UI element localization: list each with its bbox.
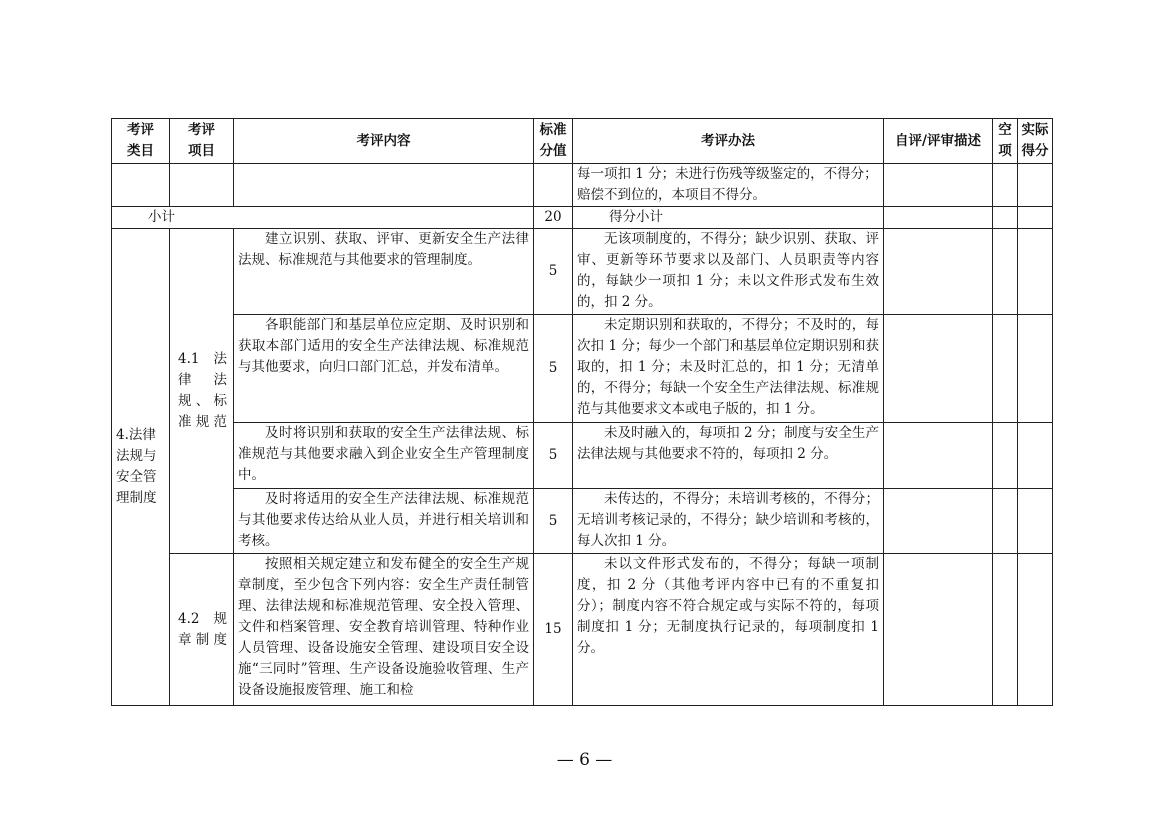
score-cell: 5	[534, 229, 573, 315]
header-item: 考评 项目	[170, 119, 234, 164]
table-row	[112, 489, 1053, 554]
score-cell: 5	[534, 423, 573, 489]
continuation-method: 每一项扣 1 分；未进行伤残等级鉴定的，不得分；赔偿不到位的，本项目不得分。	[573, 164, 884, 207]
header-content: 考评内容	[234, 119, 534, 164]
content-cell: 按照相关规定建立和发布健全的安全生产规章制度，至少包含下列内容：安全生产责任制管理、法律法规和标准规范管理、安全投入管理、文件和档案管理、安全教育培训管理、特种作业人员管理、设备设施安全管理、建设项目安全设施“三同时”管理、生产设备设施验收管理、生产设备设施报废管理、施工和检	[234, 554, 534, 706]
header-actual-score: 实际 得分	[1018, 119, 1053, 164]
method-cell: 未及时融入的，每项扣 2 分；制度与安全生产法律法规与其他要求不符的，每项扣 2 分。	[573, 423, 884, 489]
score-cell: 15	[534, 554, 573, 706]
header-self-review: 自评/评审描述	[884, 119, 993, 164]
continuation-row	[112, 164, 1053, 207]
category-cell: 4.法律法规与安全管理制度	[112, 229, 170, 706]
method-cell: 未传达的，不得分；未培训考核的，不得分；无培训考核记录的，不得分；缺少培训和考核的，每人次扣 1 分。	[573, 489, 884, 554]
evaluation-table	[111, 118, 1053, 706]
method-cell: 未以文件形式发布的，不得分；每缺一项制度，扣 2 分（其他考评内容中已有的不重复扣分）；制度内容不符合规定或与实际不符的，每项制度扣 1 分；无制度执行记录的，每项制度扣 1 分。	[573, 554, 884, 706]
score-cell: 5	[534, 315, 573, 423]
subtotal-score: 20	[534, 207, 573, 229]
header-standard-score: 标准 分值	[534, 119, 573, 164]
header-row	[112, 119, 1053, 164]
content-cell: 各职能部门和基层单位应定期、及时识别和获取本部门适用的安全生产法律法规、标准规范与其他要求，向归口部门汇总，并发布清单。	[234, 315, 534, 423]
score-cell: 5	[534, 489, 573, 554]
method-cell: 未定期识别和获取的，不得分；不及时的，每次扣 1 分；每少一个部门和基层单位定期识别和获取的，扣 1 分；未及时汇总的，扣 1 分；无清单的，不得分；每缺一个安全生产法律法规、标准规范与其他要求文本或电子版的，扣 1 分。	[573, 315, 884, 423]
item-cell: 4.1 法律法规、标准规范	[170, 229, 234, 554]
subtotal-label: 小计	[112, 207, 534, 229]
header-method: 考评办法	[573, 119, 884, 164]
table-row	[112, 423, 1053, 489]
content-cell: 建立识别、获取、评审、更新安全生产法律法规、标准规范与其他要求的管理制度。	[234, 229, 534, 315]
subtotal-row	[112, 207, 1053, 229]
header-blank: 空 项	[993, 119, 1018, 164]
method-cell: 无该项制度的，不得分；缺少识别、获取、评审、更新等环节要求以及部门、人员职责等内容的，每缺少一项扣 1 分；未以文件形式发布生效的，扣 2 分。	[573, 229, 884, 315]
table-row	[112, 315, 1053, 423]
item-cell: 4.2 规章制度	[170, 554, 234, 706]
content-cell: 及时将识别和获取的安全生产法律法规、标准规范与其他要求融入到企业安全生产管理制度中。	[234, 423, 534, 489]
table-row	[112, 554, 1053, 706]
page-number: — 6 —	[556, 750, 613, 770]
header-category: 考评 类目	[112, 119, 170, 164]
subtotal-score-label: 得分小计	[573, 207, 884, 229]
content-cell: 及时将适用的安全生产法律法规、标准规范与其他要求传达给从业人员，并进行相关培训和考核。	[234, 489, 534, 554]
table-row	[112, 229, 1053, 315]
